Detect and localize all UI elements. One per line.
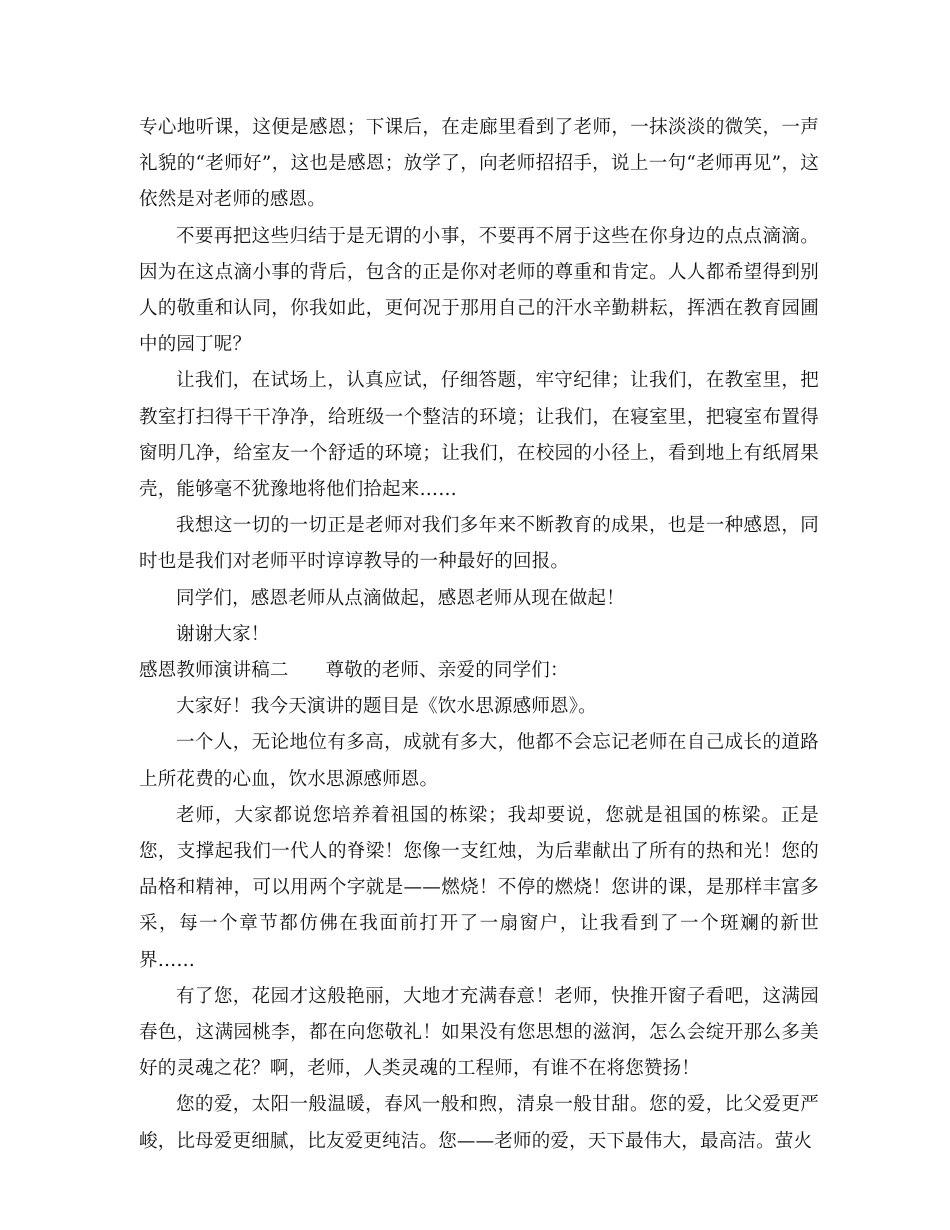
paragraph: 谢谢大家！ <box>176 623 270 645</box>
paragraph: 不要再把这些归结于是无谓的小事，不要再不屑于这些在你身边的点点滴滴。因为在这点滴小事的背后，包含的正是你对老师的尊重和肯定。人人都希望得到别人的敬重和认同，你我如此，更何况于那用自己的汗水辛勤耕耘，挥洒在教育园圃中的园丁呢？ <box>139 225 819 356</box>
document-body <box>139 110 819 1160</box>
paragraph: 老师，大家都说您培养着祖国的栋梁；我却要说，您就是祖国的栋梁。正是您，支撑起我们一代人的脊梁！您像一支红烛，为后辈献出了所有的热和光！您的品格和精神，可以用两个字就是——燃烧！不停的燃烧！您讲的课，是那样丰富多采，每一个章节都仿佛在我面前打开了一扇窗户，让我看到了一个斑斓的新世界…… <box>139 804 819 971</box>
section-title: 感恩教师演讲稿二 <box>139 660 289 682</box>
paragraph: 让我们，在试场上，认真应试，仔细答题，牢守纪律；让我们，在教室里，把教室打扫得干干净净，给班级一个整洁的环境；让我们，在寝室里，把寝室布置得窗明几净，给室友一个舒适的环境；让我们，在校园的小径上，看到地上有纸屑果壳，能够毫不犹豫地将他们拾起来…… <box>139 370 819 501</box>
paragraph: 大家好！我今天演讲的题目是《饮水思源感师恩》。 <box>176 696 597 718</box>
section-salutation: 尊敬的老师、亲爱的同学们： <box>325 660 569 682</box>
paragraph: 我想这一切的一切正是老师对我们多年来不断教育的成果，也是一种感恩，同时也是我们对老师平时谆谆教导的一种最好的回报。 <box>139 515 819 573</box>
paragraph: 有了您，花园才这般艳丽，大地才充满春意！老师，快推开窗子看吧，这满园春色，这满园桃李，都在向您敬礼！如果没有您思想的滋润，怎么会绽开那么多美好的灵魂之花？啊，老师，人类灵魂的工程师，有谁不在将您赞扬！ <box>139 985 819 1080</box>
paragraph: 同学们，感恩老师从点滴做起，感恩老师从现在做起！ <box>176 587 625 609</box>
paragraph: 一个人，无论地位有多高，成就有多大，他都不会忘记老师在自己成长的道路上所花费的心血，饮水思源感师恩。 <box>139 732 819 790</box>
paragraph: 您的爱，太阳一般温暖，春风一般和煦，清泉一般甘甜。您的爱，比父爱更严峻，比母爱更细腻，比友爱更纯洁。您——老师的爱，天下最伟大，最高洁。萤火 <box>139 1094 819 1152</box>
paragraph: 专心地听课，这便是感恩；下课后，在走廊里看到了老师，一抹淡淡的微笑，一声礼貌的“老师好”，这也是感恩；放学了，向老师招招手，说上一句“老师再见”，这依然是对老师的感恩。 <box>139 117 819 211</box>
section-heading-line <box>139 653 819 689</box>
